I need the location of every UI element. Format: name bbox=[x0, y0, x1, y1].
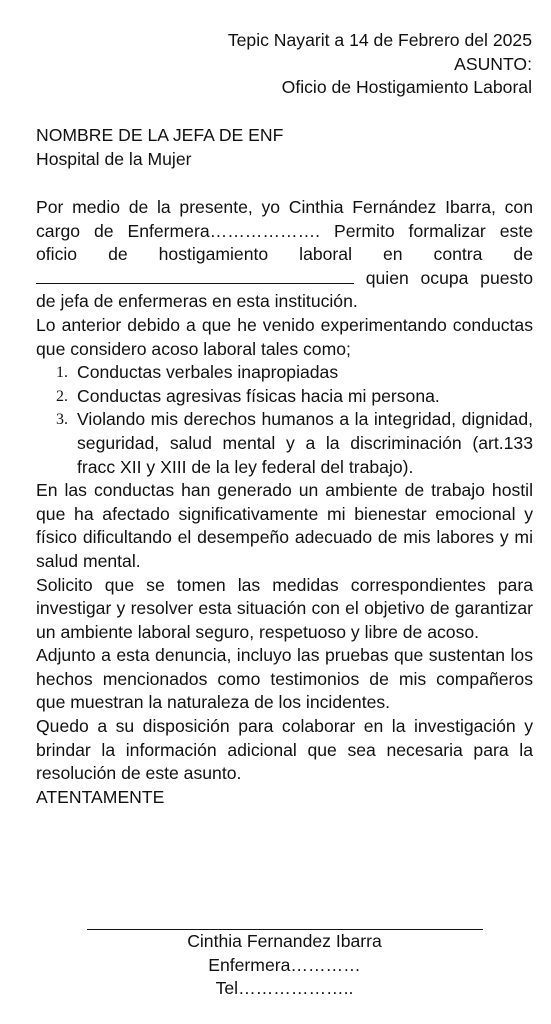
list-item bbox=[36, 385, 533, 409]
list-item-number: 3. bbox=[56, 411, 68, 429]
list-item-text: Conductas verbales inapropiadas bbox=[77, 362, 339, 383]
letter-header bbox=[32, 29, 532, 100]
recipient-name: NOMBRE DE LA JEFA DE ENF bbox=[36, 125, 284, 145]
intro-text-end: quien ocupa puesto de jefa de enfermeras en esta institución. bbox=[36, 267, 533, 312]
signature-block bbox=[0, 930, 551, 1001]
list-item bbox=[36, 361, 533, 385]
recipient-institution: Hospital de la Mujer bbox=[36, 148, 192, 169]
subject-label: ASUNTO: bbox=[454, 53, 532, 74]
list-item-number: 2. bbox=[56, 387, 68, 405]
intro-paragraph bbox=[36, 196, 533, 314]
signer-role: Enfermera………… bbox=[208, 954, 361, 975]
lead-in-paragraph: Lo anterior debido a que he venido experimentando conductas que considero acoso laboral tales como; bbox=[36, 314, 533, 359]
conduct-list bbox=[36, 361, 533, 479]
list-item-text: Violando mis derechos humanos a la integridad, dignidad, seguridad, salud mental y a la discriminación (art.133 fracc XII y XIII de la ley federal del trabajo). bbox=[77, 409, 533, 477]
effects-paragraph: En las conductas han generado un ambiente de trabajo hostil que ha afectado significativamente mi bienestar emocional y físico dificultando el desempeño adecuado de mis labores y mi salud mental. bbox=[36, 480, 533, 571]
subject-line: Oficio de Hostigamiento Laboral bbox=[281, 77, 532, 98]
recipient-block bbox=[36, 124, 536, 171]
letter-body bbox=[36, 196, 533, 809]
evidence-paragraph: Adjunto a esta denuncia, incluyo las pruebas que sustentan los hechos mencionados como testimonios de mis compañeros que muestran la naturaleza de los incidentes. bbox=[36, 645, 533, 713]
intro-text: Por medio de la presente, yo Cinthia Fernández Ibarra, con cargo de Enfermera………………. Permito formalizar este oficio de hostigamiento laboral en contra de bbox=[36, 197, 533, 265]
list-item bbox=[36, 408, 533, 479]
signer-phone: Tel……………….. bbox=[215, 978, 354, 999]
availability-paragraph: Quedo a su disposición para colaborar en la investigación y brindar la información adicional que sea necesaria para la resolución de este asunto. bbox=[36, 716, 533, 784]
request-paragraph: Solicito que se tomen las medidas correspondientes para investigar y resolver esta situación con el objetivo de garantizar un ambiente laboral seguro, respetuoso y libre de acoso. bbox=[36, 574, 533, 642]
list-item-text: Conductas agresivas físicas hacia mi persona. bbox=[77, 385, 440, 406]
signer-name: Cinthia Fernandez Ibarra bbox=[187, 931, 382, 951]
closing-salutation: ATENTAMENTE bbox=[36, 786, 165, 807]
date-line: Tepic Nayarit a 14 de Febrero del 2025 bbox=[227, 30, 532, 50]
name-blank-line bbox=[36, 267, 354, 284]
list-item-number: 1. bbox=[56, 364, 68, 382]
